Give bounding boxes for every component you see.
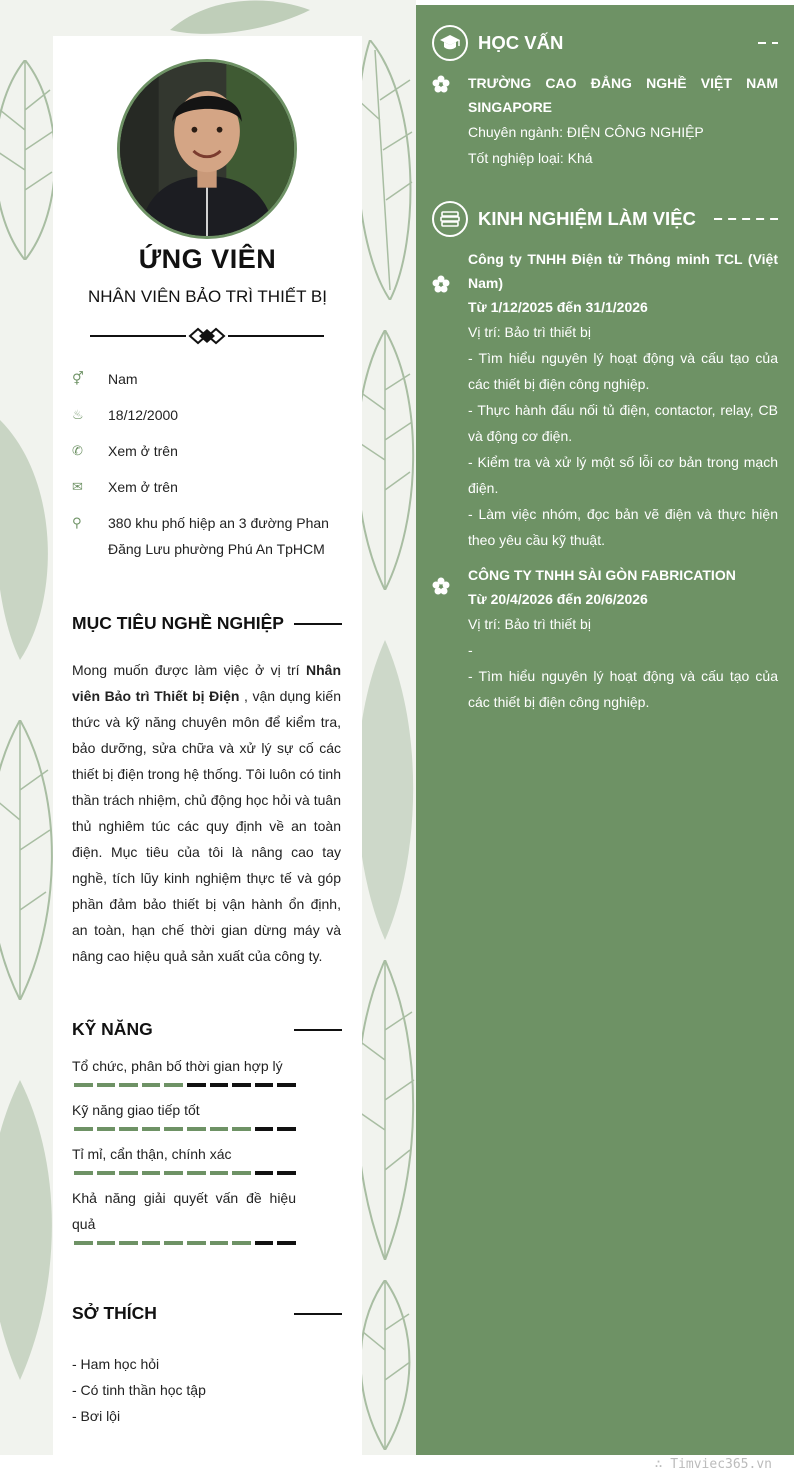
graduation-grade: Tốt nghiệp loại: Khá [468, 150, 593, 166]
skill-level-segment [164, 1127, 183, 1131]
skill-level-segment [277, 1127, 296, 1131]
skill-level-segment [164, 1083, 183, 1087]
skill-level-segment [187, 1127, 206, 1131]
skill-label: Tỉ mỉ, cẩn thận, chính xác [72, 1146, 232, 1162]
education-title: HỌC VẤN [478, 32, 564, 53]
experience-entry [432, 563, 778, 715]
skill-level-bar [72, 1241, 296, 1245]
skill-label: Khả năng giải quyết vấn đề hiệu quả [72, 1190, 296, 1232]
skill-level-segment [277, 1241, 296, 1245]
hobby-item: - Bơi lội [72, 1408, 121, 1424]
skill-level-segment [255, 1241, 274, 1245]
skill-label: Tổ chức, phân bố thời gian hợp lý [72, 1058, 283, 1074]
skill-label: Kỹ năng giao tiếp tốt [72, 1102, 200, 1118]
experience-section-header [432, 201, 778, 237]
experience-line: - [468, 642, 473, 658]
hobbies-list [72, 1351, 206, 1429]
skill-level-segment [142, 1171, 161, 1175]
education-section-header [432, 25, 778, 61]
skill-level-segment [187, 1171, 206, 1175]
skill-level-segment [97, 1127, 116, 1131]
gender-icon: ⚥ [72, 371, 84, 386]
skill-level-segment [277, 1083, 296, 1087]
school-name: TRƯỜNG CAO ĐẲNG NGHỀ VIỆT NAM SINGAPORE [468, 75, 778, 115]
skill-level-segment [142, 1127, 161, 1131]
objective-title-text: MỤC TIÊU NGHỀ NGHIỆP [72, 613, 284, 633]
employment-dates: Từ 20/4/2026 đến 20/6/2026 [468, 591, 648, 607]
email-value: Xem ở trên [108, 479, 178, 495]
hobbies-title-text: SỞ THÍCH [72, 1303, 157, 1323]
experience-line: - Kiểm tra và xử lý một số lỗi cơ bản trong mạch điện. [468, 454, 778, 496]
avatar [117, 59, 297, 239]
skill-level-segment [142, 1083, 161, 1087]
info-row-phone [72, 438, 342, 464]
skill-item [72, 1053, 296, 1087]
company-name: Công ty TNHH Điện tử Thông minh TCL (Việt Nam) [468, 251, 778, 291]
skill-level-segment [74, 1241, 93, 1245]
hobby-item: - Có tinh thần học tập [72, 1382, 206, 1398]
skill-level-segment [187, 1083, 206, 1087]
hobby-item: - Ham học hỏi [72, 1356, 160, 1372]
experience-line: - Tìm hiểu nguyên lý hoạt động và cấu tạo của các thiết bị điện công nghiệp. [468, 668, 778, 710]
objective-text [72, 657, 341, 969]
phone-icon: ✆ [72, 443, 83, 458]
skill-level-segment [232, 1241, 251, 1245]
graduation-cap-icon [432, 25, 468, 61]
skill-level-segment [255, 1171, 274, 1175]
objective-section-title [72, 613, 342, 634]
objective-text-start: Mong muốn được làm việc ở vị trí [72, 662, 306, 678]
skill-level-bar [72, 1083, 296, 1087]
books-icon [432, 201, 468, 237]
leaf-decoration-icon [355, 1280, 415, 1450]
skill-level-segment [210, 1083, 229, 1087]
info-row-gender [72, 366, 342, 392]
skill-level-segment [187, 1241, 206, 1245]
skill-item [72, 1097, 296, 1131]
hobbies-section-title [72, 1303, 342, 1324]
skill-level-bar [72, 1171, 296, 1175]
company-name: CÔNG TY TNHH SÀI GÒN FABRICATION [468, 567, 736, 583]
skill-level-segment [232, 1171, 251, 1175]
skill-item [72, 1141, 296, 1175]
leaf-decoration-icon [170, 0, 310, 40]
skill-level-bar [72, 1127, 296, 1131]
envelope-icon: ✉ [72, 479, 83, 494]
personal-info-list [72, 366, 342, 572]
skills-section-title [72, 1019, 342, 1040]
experience-line: Vị trí: Bảo trì thiết bị [468, 616, 591, 632]
title-dash [758, 42, 778, 44]
leaf-decoration-icon [0, 1080, 60, 1380]
skill-level-segment [232, 1127, 251, 1131]
skill-level-segment [210, 1127, 229, 1131]
info-row-email [72, 474, 342, 500]
title-dash [714, 218, 778, 220]
info-row-birthday [72, 402, 342, 428]
skill-level-segment [210, 1171, 229, 1175]
skill-level-segment [74, 1083, 93, 1087]
skill-level-segment [232, 1083, 251, 1087]
experience-line: - Tìm hiểu nguyên lý hoạt động và cấu tạo của các thiết bị điện công nghiệp. [468, 350, 778, 392]
education-entry [432, 71, 778, 171]
birthday-cake-icon: ♨ [72, 407, 84, 422]
experience-title: KINH NGHIỆM LÀM VIỆC [478, 208, 696, 229]
experience-line: Vị trí: Bảo trì thiết bị [468, 324, 591, 340]
skill-level-segment [97, 1171, 116, 1175]
objective-text-end: , vận dụng kiến thức và kỹ năng chuyên môn để kiểm tra, bảo dưỡng, sửa chữa và xử lý sự cố các thiết bị điện trong hệ thống. Tôi luôn có tinh thần trách nhiệm, chủ động học hỏi và tuân thủ nghiêm túc các quy định về an toàn điện. Mục tiêu của tôi là nâng cao tay nghề, tích lũy kinh nghiệm thực tế và góp phần đảm bảo thiết bị vận hành ổn định, an toàn, hạn chế thời gian dừng máy và nâng cao hiệu quả sản xuất của công ty. [72, 688, 341, 964]
portrait-photo [120, 62, 294, 236]
major: Chuyên ngành: ĐIỆN CÔNG NGHIỆP [468, 124, 704, 140]
footer-brand: ∴ Timviec365.vn [654, 1457, 772, 1472]
employment-dates: Từ 1/12/2025 đến 31/1/2026 [468, 299, 648, 315]
leaf-decoration-icon [0, 420, 60, 660]
title-rule [294, 623, 342, 625]
experience-entry [432, 247, 778, 553]
skills-list [72, 1053, 296, 1255]
gender-value: Nam [108, 371, 138, 387]
skill-level-segment [255, 1083, 274, 1087]
skill-level-segment [97, 1241, 116, 1245]
leaf-decoration-icon [355, 640, 415, 940]
experience-line: - Làm việc nhóm, đọc bản vẽ điện và thực hiện theo yêu cầu kỹ thuật. [468, 506, 778, 548]
birthday-value: 18/12/2000 [108, 407, 179, 423]
title-rule [294, 1313, 342, 1315]
skill-level-segment [210, 1241, 229, 1245]
flower-bullet-icon [432, 75, 450, 93]
skill-level-segment [164, 1171, 183, 1175]
skill-level-segment [255, 1127, 274, 1131]
skills-title-text: KỸ NĂNG [72, 1019, 153, 1039]
skill-level-segment [119, 1241, 138, 1245]
skill-level-segment [74, 1127, 93, 1131]
info-row-address [72, 510, 342, 562]
skill-level-segment [277, 1171, 296, 1175]
map-pin-icon: ⚲ [72, 515, 82, 530]
address-value: 380 khu phố hiệp an 3 đường Phan Đăng Lưu phường Phú An TpHCM [108, 515, 329, 557]
ornament-divider [90, 326, 324, 346]
skill-level-segment [97, 1083, 116, 1087]
title-rule [294, 1029, 342, 1031]
candidate-name: ỨNG VIÊN [138, 244, 277, 274]
skill-level-segment [164, 1241, 183, 1245]
skill-level-segment [142, 1241, 161, 1245]
skill-level-segment [74, 1171, 93, 1175]
leaf-decoration-icon [0, 720, 60, 1000]
flower-bullet-icon [432, 577, 450, 595]
skill-level-segment [119, 1171, 138, 1175]
objective-highlight: Nhân viên Bảo trì Thiết bị Điện [72, 662, 341, 704]
job-title: NHÂN VIÊN BẢO TRÌ THIẾT BỊ [88, 287, 327, 306]
skill-level-segment [119, 1127, 138, 1131]
skill-item [72, 1185, 296, 1245]
phone-value: Xem ở trên [108, 443, 178, 459]
experience-line: - Thực hành đấu nối tủ điện, contactor, relay, CB và động cơ điện. [468, 402, 778, 444]
skill-level-segment [119, 1083, 138, 1087]
flower-bullet-icon [432, 275, 450, 293]
